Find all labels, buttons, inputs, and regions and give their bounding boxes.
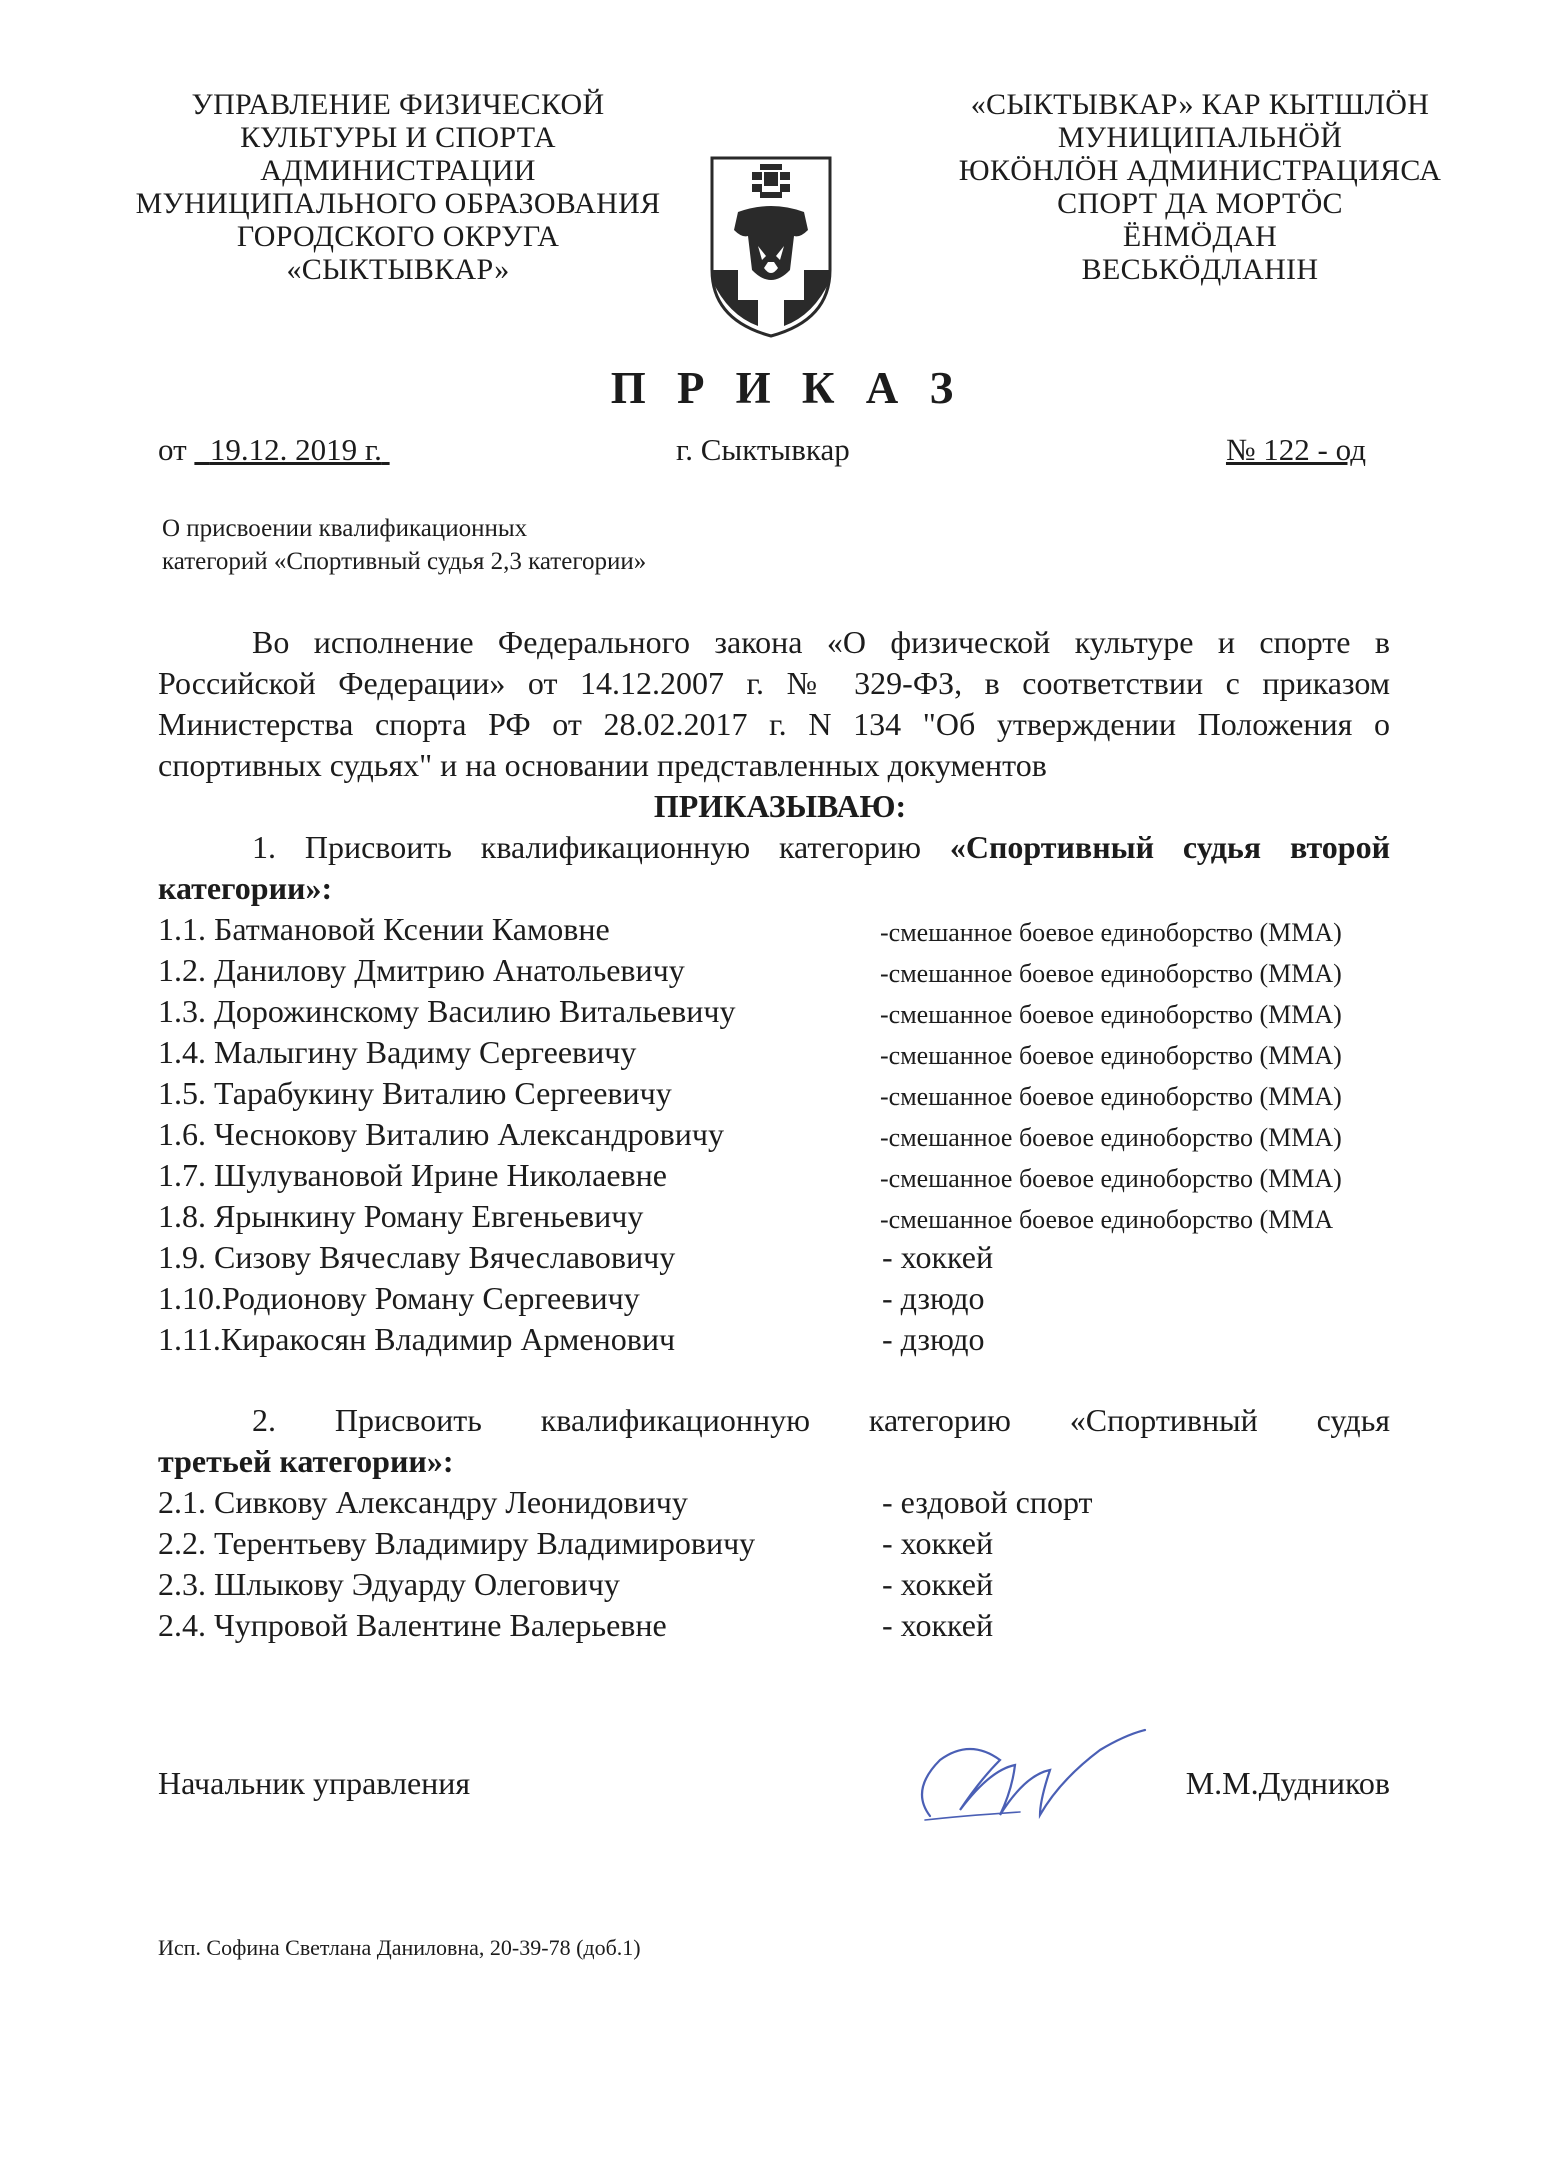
order-body [158, 622, 1390, 1646]
list-item [158, 1155, 1390, 1196]
list-item [158, 1032, 1390, 1073]
list-item [158, 1319, 1390, 1360]
sport-name: - хоккей [882, 1607, 994, 1643]
header-line: СПОРТ ДА МОРТÖС [1057, 187, 1343, 220]
list-item [158, 1278, 1390, 1319]
person-name: 1.6. Чеснокову Виталию Александровичу [158, 1116, 724, 1152]
person-name: 2.1. Сивкову Александру Леонидовичу [158, 1484, 688, 1520]
header-line: УПРАВЛЕНИЕ ФИЗИЧЕСКОЙ [191, 88, 605, 121]
list-item [158, 1523, 1390, 1564]
header-line: КУЛЬТУРЫ И СПОРТА [240, 121, 556, 154]
list-item [158, 950, 1390, 991]
sport-name: -смешанное боевое единоборство (ММА) [880, 1000, 1342, 1029]
header-line: МУНИЦИПАЛЬНÖЙ [1057, 121, 1343, 154]
header-line: АДМИНИСТРАЦИИ [260, 154, 536, 187]
date-value [194, 432, 389, 467]
sport-name: - хоккей [882, 1239, 994, 1275]
point-2-text: 2. Присвоить квалификационную категорию «Спортивный судья [252, 1402, 1390, 1438]
header-russian [118, 88, 678, 286]
order-word: ПРИКАЗЫВАЮ: [653, 788, 907, 824]
list-item [158, 1605, 1390, 1646]
person-name: 1.5. Тарабукину Виталию Сергеевичу [158, 1075, 672, 1111]
sport-name: -смешанное боевое единоборство (ММА) [880, 1041, 1342, 1070]
header-line: «СЫКТЫВКАР» [286, 253, 510, 286]
list-item [158, 1196, 1390, 1237]
point-1 [158, 827, 1390, 909]
order-meta [158, 432, 1366, 472]
subject-line: О присвоении квалификационных [162, 515, 528, 542]
point-1-list [158, 909, 1390, 1360]
sport-name: - дзюдо [882, 1280, 985, 1316]
order-subject [162, 512, 646, 578]
spacer [158, 1360, 1390, 1400]
person-name: 1.10.Родионову Роману Сергеевичу [158, 1280, 640, 1316]
intro-paragraph: Во исполнение Федерального закона «О физической культуре и спорте в Российской Федерации» от 14.12.2007 г. № 329-ФЗ, в соответствии с приказом Министерства спорта РФ от 28.02.2017 г. N 134 "Об утверждении Положения о спортивных судьях" и на основании представленных документов [158, 624, 1390, 783]
list-item [158, 1482, 1390, 1523]
coat-of-arms-icon [708, 150, 834, 340]
person-name: 2.2. Терентьеву Владимиру Владимировичу [158, 1525, 756, 1561]
sport-name: - дзюдо [882, 1321, 985, 1357]
header-line: ЁНМÖДАН [1122, 220, 1278, 253]
list-item [158, 909, 1390, 950]
order-date [158, 432, 390, 468]
person-name: 1.3. Дорожинскому Василию Витальевичу [158, 993, 736, 1029]
point-2-list [158, 1482, 1390, 1646]
list-item [158, 1564, 1390, 1605]
subject-line: категорий «Спортивный судья 2,3 категории» [162, 548, 647, 575]
person-name: 1.7. Шулувановой Ирине Николаевне [158, 1157, 667, 1193]
sport-name: - хоккей [882, 1566, 994, 1602]
sport-name: -смешанное боевое единоборство (ММА [880, 1205, 1334, 1234]
order-number: № 122 - од [1225, 432, 1366, 467]
sport-name: - ездовой спорт [882, 1484, 1093, 1520]
signer-name: М.М.Дудников [1185, 1765, 1390, 1801]
sport-name: -смешанное боевое единоборство (ММА) [880, 1082, 1342, 1111]
person-name: 1.9. Сизову Вячеславу Вячеславовичу [158, 1239, 676, 1275]
point-2 [158, 1400, 1390, 1441]
list-item [158, 1237, 1390, 1278]
person-name: 1.11.Киракосян Владимир Арменович [158, 1321, 676, 1357]
person-name: 1.2. Данилову Дмитрию Анатольевичу [158, 952, 685, 988]
header-line: «СЫКТЫВКАР» КАР КЫТШЛÖН [970, 88, 1430, 121]
sport-name: -смешанное боевое единоборство (ММА) [880, 1123, 1342, 1152]
person-name: 2.4. Чупровой Валентине Валерьевне [158, 1607, 667, 1643]
sport-name: - хоккей [882, 1525, 994, 1561]
header-komi [930, 88, 1470, 286]
header-line: МУНИЦИПАЛЬНОГО ОБРАЗОВАНИЯ [135, 187, 661, 220]
executor-note: Исп. Софина Светлана Даниловна, 20-39-78 (доб.1) [158, 1935, 641, 1960]
sport-name: -смешанное боевое единоборство (ММА) [880, 918, 1342, 947]
header-line: ГОРОДСКОГО ОКРУГА [236, 220, 560, 253]
date-prefix: от [158, 432, 187, 467]
list-item [158, 1114, 1390, 1155]
signer-position: Начальник управления [158, 1765, 471, 1801]
list-item [158, 1073, 1390, 1114]
person-name: 1.4. Малыгину Вадиму Сергеевичу [158, 1034, 637, 1070]
point-1-text: 1. Присвоить квалификационную категорию [252, 829, 950, 865]
point-2-category: третьей категории»: [158, 1443, 454, 1479]
list-item [158, 991, 1390, 1032]
order-city: г. Сыктывкар [676, 432, 850, 467]
person-name: 2.3. Шлыкову Эдуарду Олеговичу [158, 1566, 620, 1602]
sport-name: -смешанное боевое единоборство (ММА) [880, 959, 1342, 988]
person-name: 1.8. Ярынкину Роману Евгеньевичу [158, 1198, 644, 1234]
signature-row [158, 1765, 1390, 1809]
document-title: П Р И К А З [610, 363, 964, 413]
sport-name: -смешанное боевое единоборство (ММА) [880, 1164, 1342, 1193]
date-text: 19.12. 2019 г. [209, 432, 382, 467]
point-1-category: «Спортивный судья второй категории»: [158, 829, 1391, 906]
header-line: ЮКÖНЛÖН АДМИНИСТРАЦИЯСА [958, 154, 1442, 187]
header-line: ВЕСЬКÖДЛАНІН [1081, 253, 1319, 286]
person-name: 1.1. Батмановой Ксении Камовне [158, 911, 610, 947]
